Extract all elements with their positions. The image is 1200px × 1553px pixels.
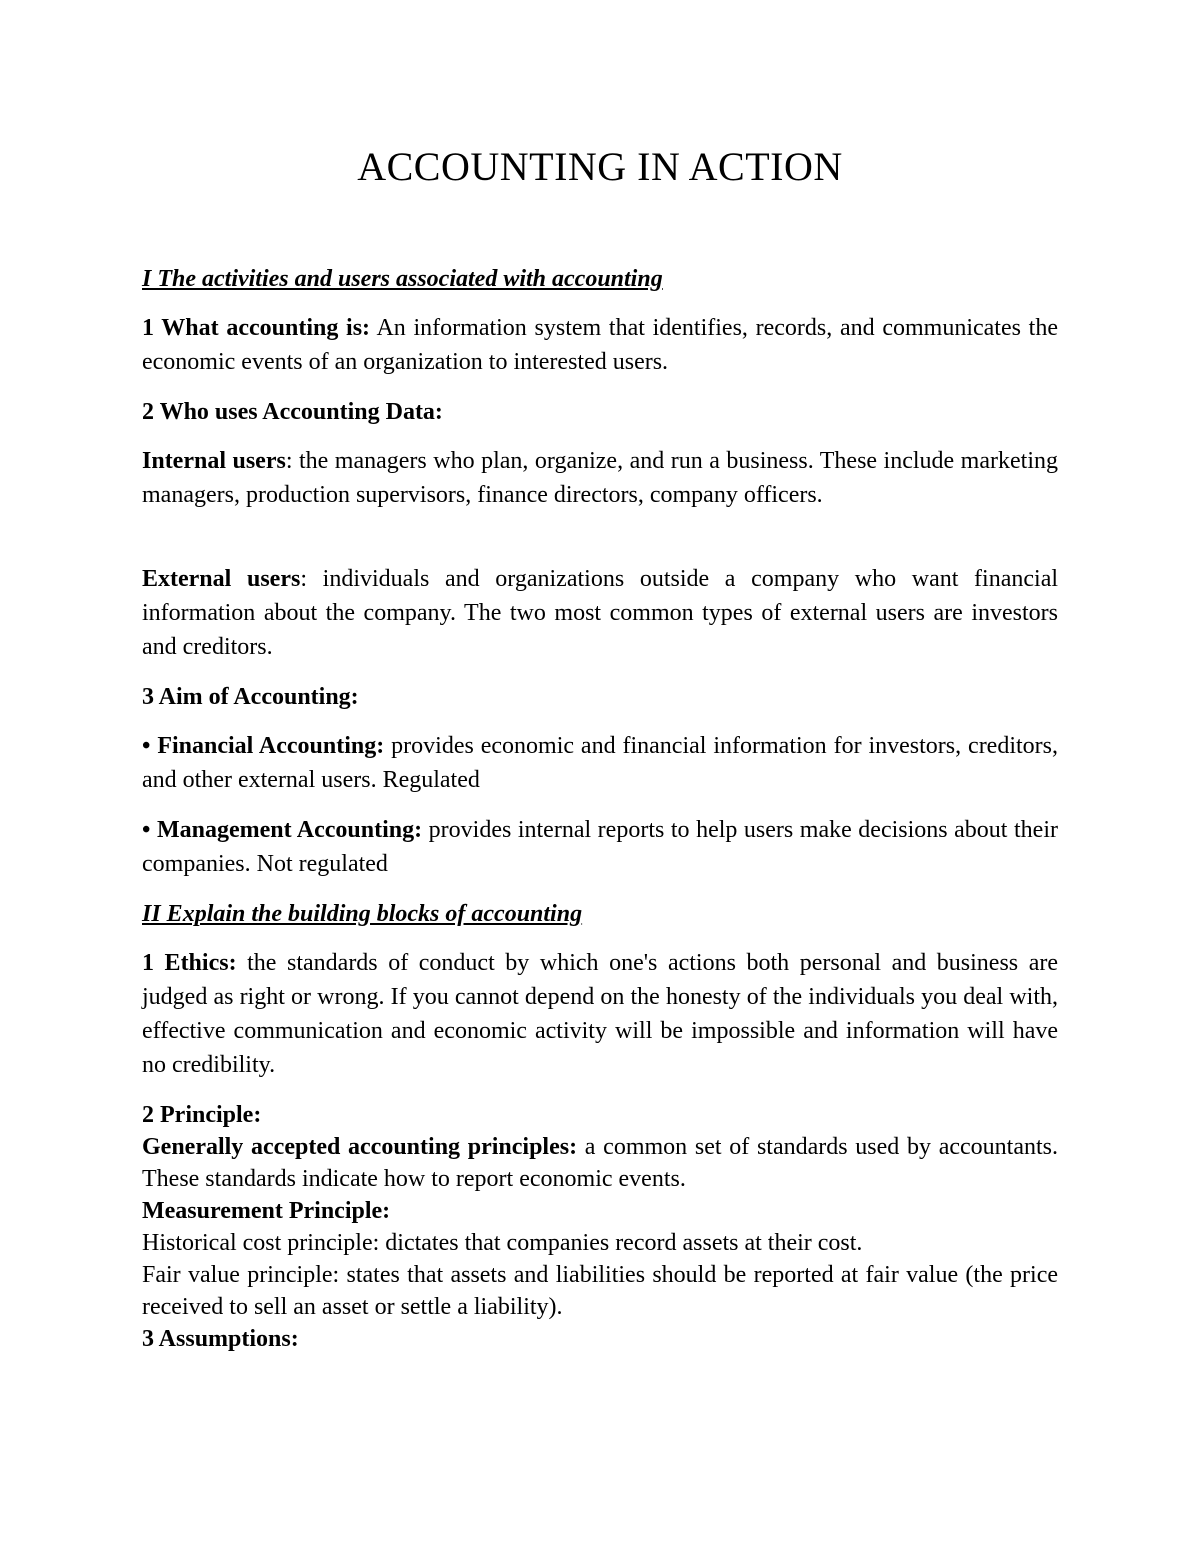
section1-heading — [142, 262, 1058, 296]
management-accounting-text: provides internal reports to help users make decisions about their companies. Not regulated — [142, 817, 1058, 877]
external-users-text: : individuals and organizations outside a company who want financial information about the company. The two most common types of external users are investors and creditors. — [142, 566, 1059, 660]
internal-users-text: : the managers who plan, organize, and run a business. These include marketing managers, production supervisors, finance directors, company officers. — [142, 448, 1058, 508]
aim-heading: 3 Aim of Accounting: — [142, 684, 359, 710]
what-accounting-is-paragraph — [142, 311, 1058, 379]
assumptions-heading: 3 Assumptions: — [142, 1326, 299, 1352]
fair-value-paragraph: Fair value principle: states that assets and liabilities should be reported at fair value (the price received to sell an asset or settle a liability). — [142, 1262, 1058, 1320]
ethics-label: 1 Ethics: — [142, 950, 237, 976]
document-title: ACCOUNTING IN ACTION — [357, 144, 843, 189]
section2-heading-text: II Explain the building blocks of accounting — [142, 901, 583, 927]
financial-accounting-text: provides economic and financial information for investors, creditors, and other external users. Regulated — [142, 733, 1059, 793]
internal-users-label: Internal users — [142, 448, 286, 474]
financial-accounting-label: • Financial Accounting: — [142, 733, 385, 759]
gaap-paragraph — [142, 1131, 1058, 1195]
principle-heading: 2 Principle: — [142, 1102, 262, 1128]
management-accounting-paragraph — [142, 813, 1058, 881]
external-users-paragraph — [142, 562, 1058, 664]
what-accounting-is-label: 1 What accounting is: — [142, 315, 371, 341]
ethics-paragraph — [142, 946, 1058, 1082]
internal-users-paragraph — [142, 444, 1058, 512]
historical-cost-paragraph: Historical cost principle: dictates that companies record assets at their cost. — [142, 1230, 863, 1256]
section1-heading-text: I The activities and users associated with accounting — [142, 266, 663, 292]
financial-accounting-paragraph — [142, 729, 1058, 797]
what-accounting-is-text: An information system that identifies, records, and communicates the economic events of an organization to interested users. — [142, 315, 1058, 375]
who-uses-heading: 2 Who uses Accounting Data: — [142, 399, 443, 425]
measurement-principle-heading: Measurement Principle: — [142, 1198, 391, 1224]
gaap-text: a common set of standards used by accountants. These standards indicate how to report economic events. — [142, 1134, 1059, 1192]
gaap-label: Generally accepted accounting principles: — [142, 1134, 578, 1160]
section2-heading — [142, 897, 1058, 931]
ethics-text: the standards of conduct by which one's actions both personal and business are judged as right or wrong. If you cannot depend on the honesty of the individuals you deal with, effective communication and economic activity will be impossible and information will have no credibility. — [142, 950, 1059, 1078]
external-users-label: External users — [142, 566, 301, 592]
management-accounting-label: • Management Accounting: — [142, 817, 423, 843]
